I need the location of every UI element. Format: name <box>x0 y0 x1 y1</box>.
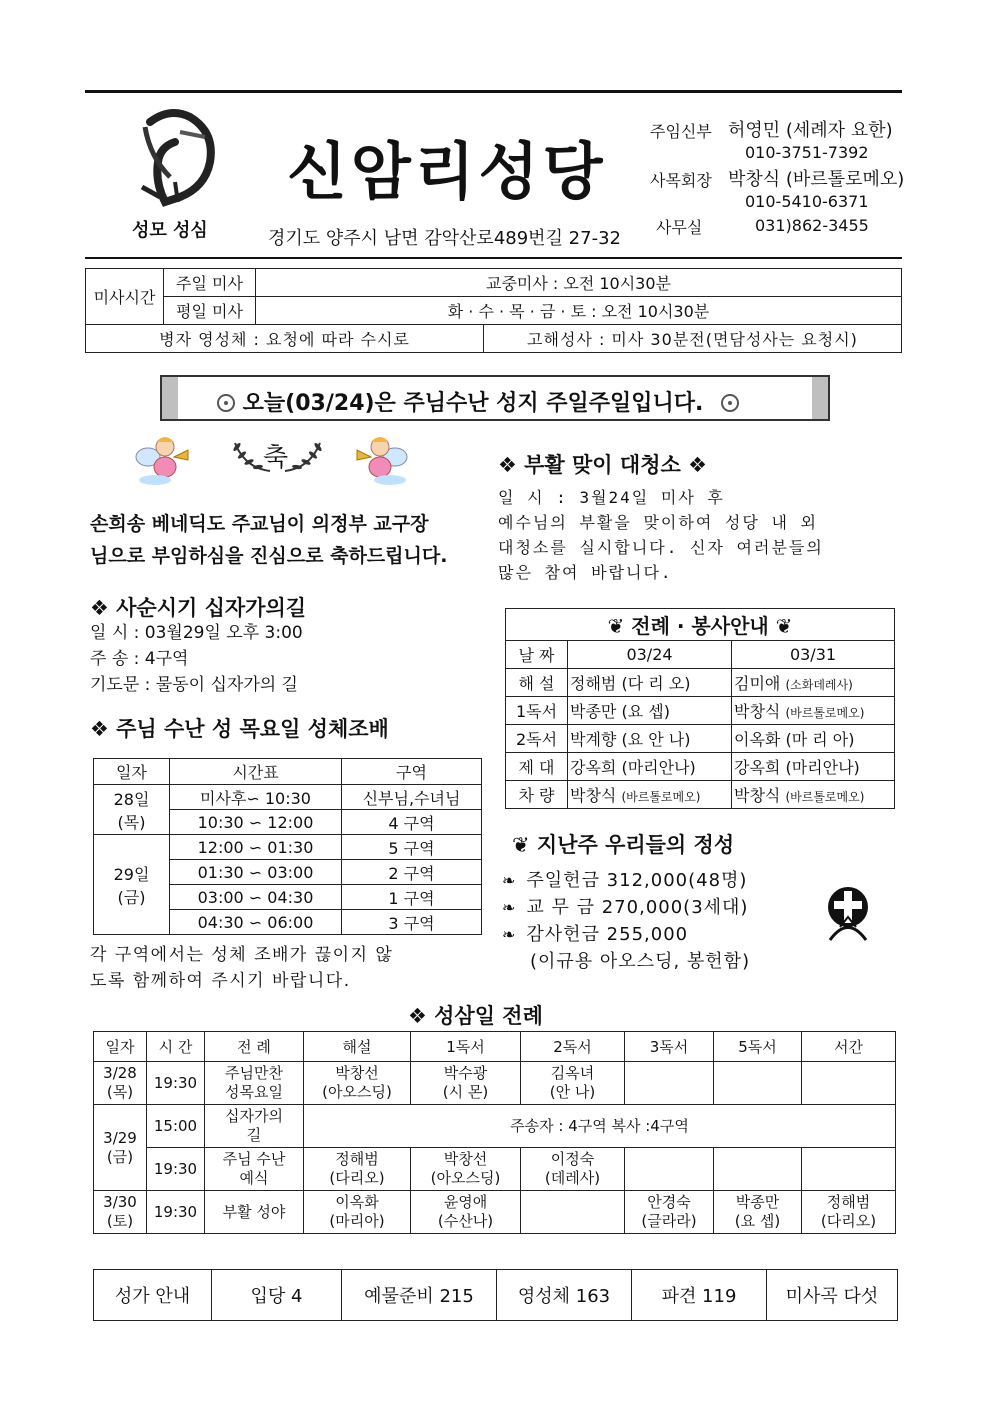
cleaning-line-3: 대청소를 실시합니다. 신자 여러분들의 <box>498 538 824 557</box>
triduum-date-weekday: (토) <box>106 1212 134 1230</box>
liturgy-header-0324: 03/24 <box>568 641 732 669</box>
stations-title: ❖ 사순시기 십자가의길 <box>90 596 307 620</box>
triduum-date <box>94 1105 147 1191</box>
adoration-zone: 4 구역 <box>342 810 482 835</box>
triduum-table <box>93 1031 896 1234</box>
liturgy-cell-baptismal: (바르톨로메오) <box>785 706 865 720</box>
adoration-zone: 1 구역 <box>342 885 482 910</box>
table-row <box>506 781 895 809</box>
adoration-day-2 <box>94 835 170 935</box>
stations-line-3: 기도문 : 물동이 십자가의 길 <box>90 675 298 695</box>
offering-note: (이규용 아오스딩, 봉헌함) <box>530 951 751 972</box>
table-row <box>94 1191 896 1234</box>
liturgy-cell: 박종만 (요 셉) <box>568 697 732 725</box>
hymn-entrance: 입당 4 <box>212 1270 342 1321</box>
triduum-rite-line: 주님만찬 <box>225 1064 283 1082</box>
cleaning-line-2: 예수님의 부활을 맞이하여 성당 내 외 <box>498 513 819 532</box>
pastor-label: 주임신부 <box>650 122 712 141</box>
adoration-day-1-weekday: (목) <box>117 812 146 832</box>
triduum-cell-baptismal: (요 셉) <box>734 1212 781 1230</box>
stations-line-1: 일 시 : 03월29일 오후 3:00 <box>90 623 303 643</box>
logo-caption: 성모 성심 <box>132 220 208 241</box>
table-row <box>94 835 482 860</box>
liturgy-role: 1독서 <box>506 697 568 725</box>
liturgy-role: 제 대 <box>506 753 568 781</box>
triduum-cell-baptismal: (아오스딩) <box>430 1169 501 1187</box>
triduum-cell-baptismal: (다리오) <box>329 1169 385 1187</box>
fleuron-icon: ❧ <box>502 925 517 944</box>
liturgy-cell: 이옥화 (마 리 아) <box>732 725 895 753</box>
triduum-cell <box>304 1062 411 1105</box>
triduum-cell <box>411 1191 521 1234</box>
hymn-recessional: 파견 119 <box>632 1270 767 1321</box>
triduum-cell-name: 박창선 <box>443 1150 488 1168</box>
triduum-date-day: 3/30 <box>103 1193 137 1211</box>
adoration-header-time: 시간표 <box>170 759 342 785</box>
adoration-time: 미사후∽ 10:30 <box>170 785 342 810</box>
triduum-date <box>94 1191 147 1234</box>
offering-list <box>502 867 750 975</box>
liturgy-role: 해 설 <box>506 669 568 697</box>
adoration-zone: 3 구역 <box>342 910 482 935</box>
adoration-header-date: 일자 <box>94 759 170 785</box>
weekday-mass-label: 평일 미사 <box>164 297 256 325</box>
liturgy-cell: 강옥희 (마리안나) <box>568 753 732 781</box>
triduum-cell-name: 윤영애 <box>443 1193 488 1211</box>
angel-right-icon <box>355 432 415 487</box>
triduum-cell-baptismal: (글라라) <box>641 1212 697 1230</box>
cleaning-title: ❖ 부활 맞이 대청소 ❖ <box>498 453 707 477</box>
triduum-cell-empty <box>714 1148 802 1191</box>
triduum-cell-empty <box>802 1148 896 1191</box>
adoration-note <box>90 942 393 994</box>
banner-right-bar <box>812 377 828 419</box>
liturgy-service-table <box>505 608 895 809</box>
circle-dot-icon <box>217 394 235 412</box>
triduum-cell-baptismal: (수산나) <box>437 1212 494 1230</box>
triduum-cell-empty <box>802 1062 896 1105</box>
triduum-header: 해설 <box>304 1032 411 1062</box>
triduum-cell-name: 이정숙 <box>550 1150 595 1168</box>
liturgy-role: 차 량 <box>506 781 568 809</box>
triduum-header: 5독서 <box>714 1032 802 1062</box>
list-item <box>502 894 750 921</box>
liturgy-cell-name: 박창식 <box>734 702 786 721</box>
liturgy-cell-baptismal: (바르톨로메오) <box>621 790 701 804</box>
triduum-cell-empty <box>714 1062 802 1105</box>
offering-item: 주일헌금 312,000(48명) <box>526 870 748 891</box>
triduum-cell <box>521 1148 625 1191</box>
adoration-header-zone: 구역 <box>342 759 482 785</box>
triduum-cell <box>714 1191 802 1234</box>
table-row <box>506 725 895 753</box>
triduum-header: 전 례 <box>205 1032 304 1062</box>
triduum-time: 19:30 <box>147 1191 205 1234</box>
church-address: 경기도 양주시 남면 감악산로489번길 27-32 <box>268 228 621 249</box>
triduum-cell-baptismal: (아오스딩) <box>322 1083 392 1101</box>
adoration-zone: 5 구역 <box>342 835 482 860</box>
council-label: 사목회장 <box>650 171 712 190</box>
adoration-time: 12:00 ∽ 01:30 <box>170 835 342 860</box>
pastor-phone: 010-3751-7392 <box>745 143 869 162</box>
liturgy-cell-baptismal: (바르톨로메오) <box>785 790 865 804</box>
parish-logo <box>120 102 230 212</box>
triduum-rite-line: 십자가의 <box>225 1107 283 1125</box>
triduum-date-weekday: (금) <box>106 1147 134 1166</box>
table-row <box>506 669 895 697</box>
council-name: 박창식 (바르톨로메오) <box>728 169 905 190</box>
council-phone: 010-5410-6371 <box>745 192 869 211</box>
triduum-rite-line: 성목요일 <box>225 1083 283 1101</box>
pastor-name: 허영민 (세례자 요한) <box>728 120 893 141</box>
mass-times-table <box>85 268 902 353</box>
triduum-time: 19:30 <box>147 1062 205 1105</box>
adoration-day-2-weekday: (금) <box>117 887 146 907</box>
triduum-header: 서간 <box>802 1032 896 1062</box>
adoration-time: 03:00 ∽ 04:30 <box>170 885 342 910</box>
triduum-cell-baptismal: (마리아) <box>329 1212 385 1230</box>
table-row <box>94 1105 896 1148</box>
triduum-cell-name: 정해범 <box>335 1150 379 1168</box>
triduum-date-day: 3/29 <box>103 1128 137 1147</box>
office-label: 사무실 <box>656 218 703 237</box>
confession: 고해성사 : 미사 30분전(면담성사는 요청시) <box>483 325 901 353</box>
table-row <box>94 1062 896 1105</box>
triduum-cell-name: 김옥녀 <box>550 1064 595 1082</box>
liturgy-header-0331: 03/31 <box>732 641 895 669</box>
table-row <box>506 753 895 781</box>
liturgy-cell <box>732 697 895 725</box>
adoration-title: ❖ 주님 수난 성 목요일 성체조배 <box>90 717 389 741</box>
banner-message <box>217 386 739 417</box>
triduum-cell <box>411 1062 521 1105</box>
triduum-cell <box>802 1191 896 1234</box>
fleuron-icon: ❧ <box>502 898 517 917</box>
triduum-rite <box>205 1062 304 1105</box>
triduum-rite: 부활 성야 <box>205 1191 304 1234</box>
triduum-cell-baptismal: (시 몬) <box>442 1083 489 1101</box>
triduum-time: 19:30 <box>147 1148 205 1191</box>
triduum-header: 일자 <box>94 1032 147 1062</box>
triduum-header: 1독서 <box>411 1032 521 1062</box>
liturgy-cell: 강옥희 (마리안나) <box>732 753 895 781</box>
adoration-note-line-1: 각 구역에서는 성체 조배가 끊이지 않 <box>90 945 394 965</box>
stations-line-2: 주 송 : 4구역 <box>90 649 189 669</box>
cleaning-body <box>498 485 824 585</box>
liturgy-cell <box>568 781 732 809</box>
fleuron-icon: ❧ <box>502 871 517 890</box>
triduum-cell-name: 안경숙 <box>647 1193 691 1211</box>
liturgy-service-title: ❦ 전례 · 봉사안내 ❦ <box>506 609 895 641</box>
hymn-communion: 영성체 163 <box>497 1270 632 1321</box>
mass-times-label: 미사시간 <box>86 269 164 325</box>
liturgy-cell: 정해범 (다 리 오) <box>568 669 732 697</box>
liturgy-cell <box>732 781 895 809</box>
table-row <box>94 1148 896 1191</box>
office-phone: 031)862-3455 <box>755 216 869 235</box>
table-row <box>506 697 895 725</box>
celebration-text <box>90 508 447 572</box>
list-item <box>502 867 750 894</box>
triduum-cell-name: 박창선 <box>335 1064 379 1082</box>
adoration-day-1-date: 28일 <box>113 789 150 809</box>
page-title: 신암리성당 <box>287 135 607 208</box>
triduum-cell-name: 이옥화 <box>335 1193 379 1211</box>
liturgy-cell-name: 박창식 <box>734 786 786 805</box>
triduum-date <box>94 1062 147 1105</box>
heart-cross-icon <box>120 102 230 212</box>
triduum-header: 시 간 <box>147 1032 205 1062</box>
triduum-date-day: 3/28 <box>103 1064 137 1082</box>
offering-item: 감사헌금 255,000 <box>526 924 689 945</box>
offering-title: ❦ 지난주 우리들의 정성 <box>512 833 735 857</box>
liturgy-cell <box>732 669 895 697</box>
triduum-cell <box>625 1191 714 1234</box>
hymn-mass-setting: 미사곡 다섯 <box>767 1270 898 1321</box>
list-item <box>502 921 750 948</box>
triduum-cell <box>304 1148 411 1191</box>
triduum-header: 2독서 <box>521 1032 625 1062</box>
hymn-offertory: 예물준비 215 <box>342 1270 497 1321</box>
sunday-banner <box>160 375 830 421</box>
triduum-cell-baptismal: (다리오) <box>820 1212 877 1230</box>
banner-text: 오늘(03/24)은 주님수난 성지 주일주일입니다. <box>242 391 704 416</box>
triduum-rite-line: 주님 수난 <box>222 1150 286 1168</box>
sunday-mass-label: 주일 미사 <box>164 269 256 297</box>
celebration-line-1: 손희송 베네딕도 주교님이 의정부 교구장 <box>90 513 429 535</box>
liturgy-cell-name: 김미애 <box>734 674 786 693</box>
triduum-cell-baptismal: (데레사) <box>544 1169 601 1187</box>
triduum-time: 15:00 <box>147 1105 205 1148</box>
triduum-header: 3독서 <box>625 1032 714 1062</box>
triduum-cell-empty <box>521 1191 625 1234</box>
triduum-cell <box>521 1062 625 1105</box>
adoration-zone: 신부님,수녀님 <box>342 785 482 810</box>
cleaning-line-4: 많은 참여 바랍니다. <box>498 563 673 582</box>
triduum-cell-empty <box>625 1062 714 1105</box>
adoration-zone: 2 구역 <box>342 860 482 885</box>
header-divider <box>85 257 902 259</box>
triduum-rite <box>205 1105 304 1148</box>
cleaning-line-1: 일 시 : 3월24일 미사 후 <box>498 488 725 507</box>
adoration-time: 10:30 ∽ 12:00 <box>170 810 342 835</box>
triduum-rite-line: 예식 <box>239 1169 269 1187</box>
adoration-time: 01:30 ∽ 03:00 <box>170 860 342 885</box>
laurel-wreath <box>225 433 330 478</box>
triduum-cell <box>411 1148 521 1191</box>
liturgy-header-date: 날 짜 <box>506 641 568 669</box>
table-row <box>94 785 482 810</box>
adoration-time: 04:30 ∽ 06:00 <box>170 910 342 935</box>
triduum-rite <box>205 1148 304 1191</box>
sunday-mass-value: 교중미사 : 오전 10시30분 <box>256 269 902 297</box>
hymn-label: 성가 안내 <box>94 1270 212 1321</box>
triduum-title: ❖ 성삼일 전례 <box>408 1004 543 1028</box>
angel-left-icon <box>130 432 190 487</box>
stations-body <box>90 620 303 698</box>
offering-item: 교 무 금 270,000(3세대) <box>526 897 749 918</box>
hymn-table <box>93 1269 898 1321</box>
adoration-table <box>93 758 482 935</box>
triduum-cell-empty <box>625 1148 714 1191</box>
celebration-line-2: 님으로 부임하심을 진심으로 축하드립니다. <box>90 545 448 567</box>
liturgy-cell: 박계향 (요 안 나) <box>568 725 732 753</box>
triduum-cell <box>304 1191 411 1234</box>
liturgy-role: 2독서 <box>506 725 568 753</box>
triduum-rite-line: 길 <box>246 1126 262 1144</box>
triduum-cell-name: 박수광 <box>443 1064 488 1082</box>
liturgy-cell-name: 박창식 <box>570 786 622 805</box>
sick-communion: 병자 영성체 : 요청에 따라 수시로 <box>86 325 484 353</box>
circle-dot-icon <box>721 394 739 412</box>
celebration-badge: 축 <box>263 443 289 473</box>
triduum-cell-baptismal: (안 나) <box>549 1083 596 1101</box>
top-rule <box>85 90 902 93</box>
adoration-note-line-2: 도록 함께하여 주시기 바랍니다. <box>90 971 351 991</box>
liturgy-cell-baptismal: (소화데레사) <box>785 678 853 692</box>
triduum-date-weekday: (목) <box>106 1083 134 1101</box>
weekday-mass-value: 화 · 수 · 목 · 금 · 토 : 오전 10시30분 <box>256 297 902 325</box>
triduum-span-cell: 주송자 : 4구역 복사 :4구역 <box>304 1105 896 1148</box>
adoration-day-2-date: 29일 <box>113 864 150 884</box>
banner-left-bar <box>162 377 178 419</box>
adoration-day-1 <box>94 785 170 835</box>
triduum-cell-name: 박종만 <box>735 1193 780 1211</box>
praying-cross-icon <box>820 885 876 945</box>
triduum-cell-name: 정해범 <box>826 1193 871 1211</box>
